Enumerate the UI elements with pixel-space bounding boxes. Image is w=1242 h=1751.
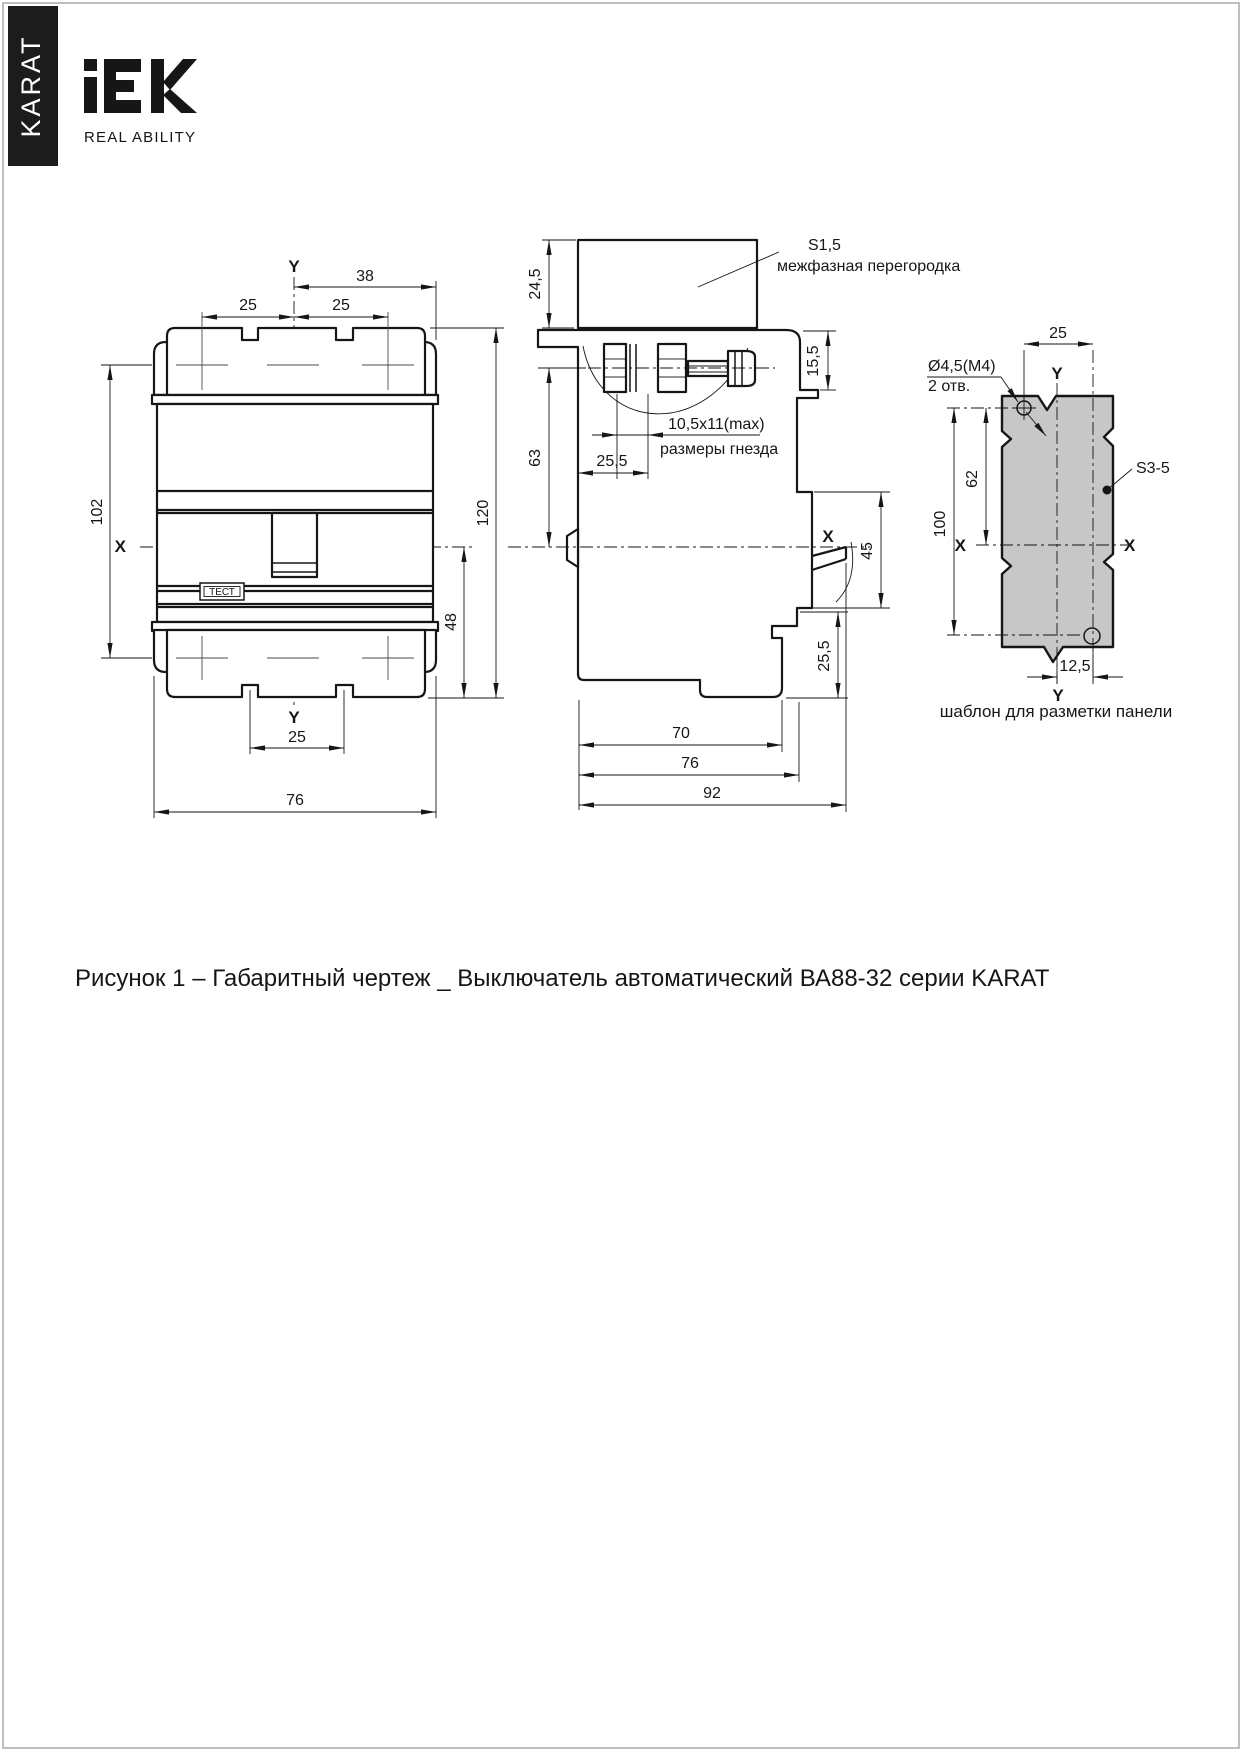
template-x-left-label: X xyxy=(954,536,966,555)
dim-100-label: 100 xyxy=(932,510,949,538)
dim-12-5-label: 12,5 xyxy=(1059,658,1091,675)
figure-caption: Рисунок 1 – Габаритный чертеж _ Выключатель автоматический ВА88-32 серии KARAT xyxy=(75,965,1050,992)
test-button xyxy=(200,583,244,600)
dim-15-5-label: 15,5 xyxy=(805,345,822,377)
dim-24-5-label: 24,5 xyxy=(527,268,544,300)
front-axis-y-bottom-label: Y xyxy=(288,708,300,727)
terminal-bolt-shaft xyxy=(688,361,728,376)
dim-76-side-label: 76 xyxy=(681,755,699,772)
dim-70-label: 70 xyxy=(672,725,690,742)
dim-25-left-label: 25 xyxy=(239,297,257,314)
template-caption: шаблон для разметки панели xyxy=(939,702,1173,721)
template-x-right-label: X xyxy=(1124,536,1136,555)
side-axis-x-label: X xyxy=(822,527,834,546)
dim-92-label: 92 xyxy=(703,785,721,802)
karat-vertical-label: KARAT xyxy=(16,34,47,138)
template-y-top-label: Y xyxy=(1051,364,1063,383)
dim-102-label: 102 xyxy=(89,498,106,526)
socket-size-label: 10,5x11(max) xyxy=(668,416,765,433)
dim-25-5-top-label: 25,5 xyxy=(596,453,628,470)
socket-name-label: размеры гнезда xyxy=(660,441,779,458)
dim-25-right-label: 25 xyxy=(332,297,350,314)
dim-t25-label: 25 xyxy=(1049,325,1067,342)
thickness-label: S3-5 xyxy=(1136,460,1170,477)
barrier-name-label: межфазная перегородка xyxy=(777,258,961,275)
dim-25-5-bottom-label: 25,5 xyxy=(816,640,833,672)
front-axis-x-label: X xyxy=(114,537,126,556)
front-axis-y-top-label: Y xyxy=(288,257,300,276)
dim-38-label: 38 xyxy=(356,268,374,285)
hole-diameter-label: Ø4,5(M4) xyxy=(928,358,996,375)
test-button-label: ТЕСТ xyxy=(209,587,235,598)
front-toggle-handle xyxy=(272,513,317,577)
dim-120-label: 120 xyxy=(475,499,492,527)
dim-25-bottom-label: 25 xyxy=(288,729,306,746)
dim-76-label: 76 xyxy=(286,792,304,809)
dim-62-label: 62 xyxy=(964,470,981,488)
dim-48-label: 48 xyxy=(443,613,460,631)
logo-tagline: REAL ABILITY xyxy=(84,129,197,146)
barrier-thickness-label: S1,5 xyxy=(808,237,841,254)
side-hinge-lug xyxy=(567,529,578,567)
dim-63-label: 63 xyxy=(527,449,544,467)
dim-45-label: 45 xyxy=(859,542,876,560)
hole-qty-label: 2 отв. xyxy=(928,378,971,395)
template-y-bottom-label: Y xyxy=(1052,686,1064,705)
interphase-barrier xyxy=(578,240,757,328)
template-plate xyxy=(1002,396,1113,662)
